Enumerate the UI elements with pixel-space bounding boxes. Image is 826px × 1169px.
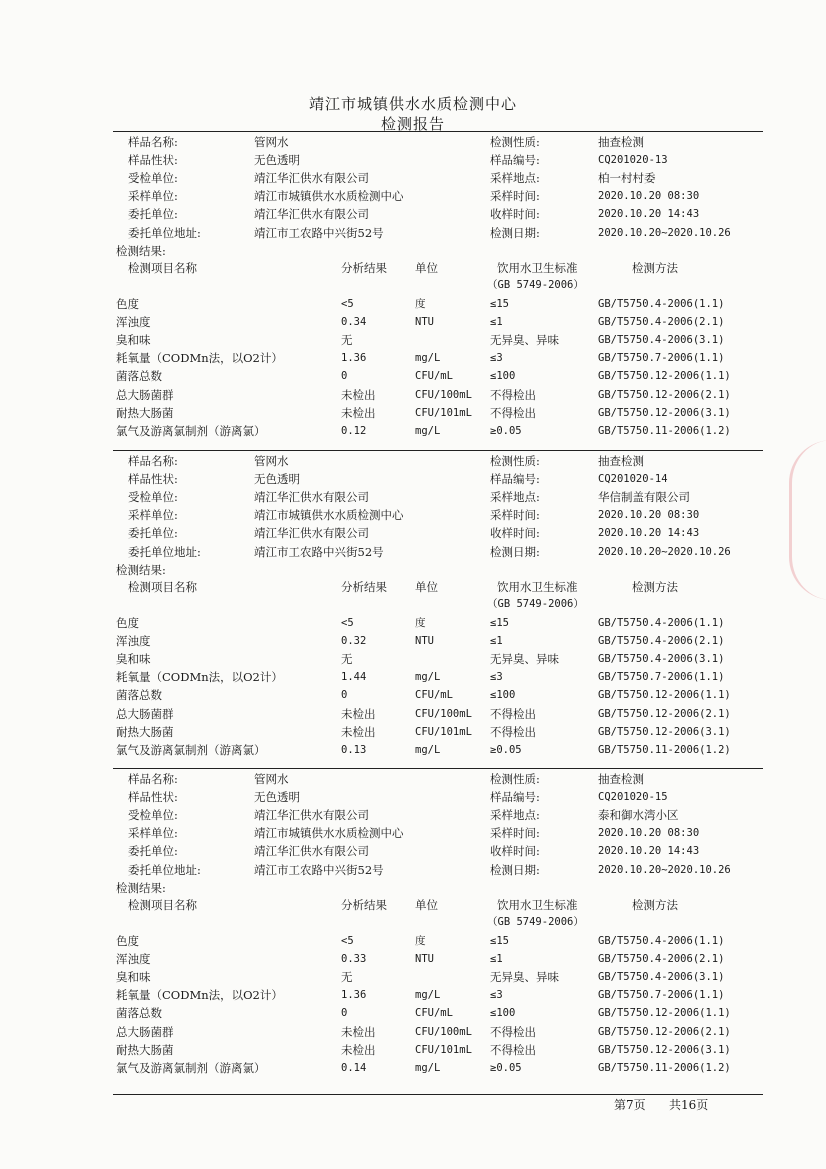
client-unit-label: 委托单位: (128, 844, 178, 859)
row-item: 耐热大肠菌 (116, 405, 174, 420)
row-result: 未检出 (341, 1042, 376, 1057)
receive-time-value: 2020.10.20 14:43 (598, 208, 700, 221)
row-unit: CFU/101mL (415, 725, 472, 738)
row-result: <5 (341, 616, 354, 629)
row-result: 0.13 (341, 744, 367, 756)
col-method-header: 检测方法 (632, 260, 678, 275)
row-item: 总大肠菌群 (116, 1024, 174, 1039)
sampling-time-label: 采样时间: (490, 508, 540, 523)
sample-state-value: 无色透明 (254, 472, 300, 487)
test-nature-label: 检测性质: (490, 135, 540, 149)
row-unit: 度 (415, 297, 426, 310)
inspected-unit-label: 受检单位: (128, 808, 178, 823)
client-address-value: 靖江市工农路中兴街52号 (254, 544, 384, 559)
test-date-label: 检测日期: (490, 225, 540, 240)
receive-time-value: 2020.10.20 14:43 (598, 845, 700, 858)
row-method: GB/T5750.4-2006(1.1) (598, 934, 725, 947)
row-method: GB/T5750.12-2006(2.1) (598, 388, 731, 401)
client-unit-value: 靖江华汇供水有限公司 (254, 844, 369, 859)
row-result: 未检出 (341, 706, 376, 721)
inspected-unit-value: 靖江华汇供水有限公司 (254, 490, 369, 505)
row-item: 浑浊度 (116, 633, 151, 648)
receive-time-value: 2020.10.20 14:43 (598, 527, 700, 540)
row-method: GB/T5750.12-2006(2.1) (598, 707, 731, 720)
inspected-unit-label: 受检单位: (128, 171, 178, 186)
sampling-site-label: 采样地点: (490, 490, 540, 505)
col-method-header: 检测方法 (632, 579, 678, 594)
row-result: 1.36 (341, 352, 367, 365)
row-result: 无 (341, 333, 353, 347)
test-nature-value: 抽查检测 (598, 454, 644, 468)
footer-rule (113, 1094, 763, 1095)
row-item: 氯气及游离氯制剂（游离氯） (116, 743, 266, 757)
row-method: GB/T5750.11-2006(1.2) (598, 1062, 731, 1074)
row-item: 总大肠菌群 (116, 706, 174, 721)
row-standard: 不得检出 (490, 387, 536, 402)
col-standard-header: 饮用水卫生标准 (497, 260, 578, 275)
client-address-value: 靖江市工农路中兴街52号 (254, 862, 384, 877)
results-label: 检测结果: (116, 562, 166, 577)
row-result: 0 (341, 689, 348, 702)
col-standard-header: 饮用水卫生标准 (497, 579, 578, 594)
client-address-value: 靖江市工农路中兴街52号 (254, 225, 384, 240)
row-method: GB/T5750.12-2006(3.1) (598, 725, 731, 738)
col-result-header: 分析结果 (341, 897, 387, 912)
row-method: GB/T5750.12-2006(1.1) (598, 689, 731, 702)
sample-state-label: 样品性状: (128, 153, 178, 168)
client-address-label: 委托单位地址: (128, 862, 201, 877)
sample-name-value: 管网水 (254, 135, 289, 149)
sample-name-label: 样品名称: (128, 772, 178, 786)
test-nature-value: 抽查检测 (598, 772, 644, 786)
row-method: GB/T5750.7-2006(1.1) (598, 352, 725, 365)
col-unit-header: 单位 (415, 579, 438, 594)
row-result: 0.12 (341, 425, 367, 437)
row-method: GB/T5750.4-2006(2.1) (598, 952, 725, 965)
sampling-unit-label: 采样单位: (128, 508, 178, 523)
row-unit: CFU/100mL (415, 388, 472, 401)
row-item: 总大肠菌群 (116, 387, 174, 402)
row-unit: CFU/100mL (415, 707, 472, 720)
report-title: 检测报告 (380, 115, 445, 133)
row-method: GB/T5750.4-2006(3.1) (598, 653, 725, 665)
row-standard: ≤3 (490, 352, 503, 365)
sampling-unit-label: 采样单位: (128, 189, 178, 204)
test-date-label: 检测日期: (490, 544, 540, 559)
row-unit: mg/L (415, 352, 441, 365)
row-standard: ≤1 (490, 634, 503, 647)
row-result: 1.44 (341, 671, 367, 684)
sampling-site-value: 泰和御水湾小区 (598, 808, 679, 823)
row-result: 未检出 (341, 724, 376, 739)
sampling-time-label: 采样时间: (490, 826, 540, 841)
sampling-time-label: 采样时间: (490, 189, 540, 204)
sample-state-value: 无色透明 (254, 153, 300, 168)
inspected-unit-value: 靖江华汇供水有限公司 (254, 171, 369, 186)
row-method: GB/T5750.7-2006(1.1) (598, 989, 725, 1002)
row-standard: 不得检出 (490, 724, 536, 739)
row-result: 无 (341, 652, 353, 666)
sample-no-label: 样品编号: (490, 472, 540, 487)
row-result: 1.36 (341, 989, 367, 1002)
row-standard: 不得检出 (490, 1042, 536, 1057)
row-unit: NTU (415, 315, 434, 328)
col-item-header: 检测项目名称 (128, 579, 197, 594)
row-standard: ≥0.05 (490, 425, 522, 437)
row-item: 菌落总数 (116, 369, 162, 384)
row-unit: mg/L (415, 989, 441, 1002)
sampling-site-label: 采样地点: (490, 808, 540, 823)
col-method-header: 检测方法 (632, 897, 678, 912)
sampling-site-value: 华信制盖有限公司 (598, 490, 690, 505)
sample-name-label: 样品名称: (128, 454, 178, 468)
sample-name-label: 样品名称: (128, 135, 178, 149)
client-unit-label: 委托单位: (128, 207, 178, 222)
test-date-value: 2020.10.20~2020.10.26 (598, 545, 731, 558)
row-method: GB/T5750.11-2006(1.2) (598, 744, 731, 756)
row-standard: 无异臭、异味 (490, 333, 559, 347)
row-item: 臭和味 (116, 970, 151, 984)
sample-state-label: 样品性状: (128, 790, 178, 805)
row-method: GB/T5750.4-2006(2.1) (598, 315, 725, 328)
row-unit: CFU/mL (415, 1007, 453, 1020)
test-nature-label: 检测性质: (490, 454, 540, 468)
row-item: 臭和味 (116, 652, 151, 666)
row-result: 未检出 (341, 1024, 376, 1039)
row-method: GB/T5750.12-2006(3.1) (598, 1043, 731, 1056)
row-result: 0.33 (341, 952, 367, 965)
row-result: <5 (341, 297, 354, 310)
row-unit: CFU/101mL (415, 1043, 472, 1056)
row-method: GB/T5750.12-2006(1.1) (598, 1007, 731, 1020)
row-item: 菌落总数 (116, 1006, 162, 1021)
row-method: GB/T5750.7-2006(1.1) (598, 671, 725, 684)
page-total: 共16页 (669, 1098, 709, 1112)
sampling-site-label: 采样地点: (490, 171, 540, 186)
row-unit: 度 (415, 934, 426, 947)
row-standard: 不得检出 (490, 405, 536, 420)
col-item-header: 检测项目名称 (128, 897, 197, 912)
results-label: 检测结果: (116, 880, 166, 895)
row-method: GB/T5750.4-2006(3.1) (598, 334, 725, 346)
row-standard: 无异臭、异味 (490, 970, 559, 984)
row-unit: CFU/mL (415, 370, 453, 383)
row-result: 0.14 (341, 1062, 367, 1074)
row-unit: mg/L (415, 1062, 441, 1074)
row-standard: ≤100 (490, 689, 516, 702)
sampling-unit-value: 靖江市城镇供水水质检测中心 (254, 508, 404, 523)
row-standard: ≥0.05 (490, 744, 522, 756)
section-rule (113, 131, 763, 132)
row-item: 耐热大肠菌 (116, 724, 174, 739)
test-date-value: 2020.10.20~2020.10.26 (598, 226, 731, 239)
row-standard: 无异臭、异味 (490, 652, 559, 666)
client-unit-value: 靖江华汇供水有限公司 (254, 207, 369, 222)
row-result: 0.34 (341, 315, 367, 328)
row-item: 臭和味 (116, 333, 151, 347)
row-method: GB/T5750.12-2006(2.1) (598, 1025, 731, 1038)
sampling-time-value: 2020.10.20 08:30 (598, 509, 700, 522)
row-standard: ≤1 (490, 315, 503, 328)
col-unit-header: 单位 (415, 260, 438, 275)
row-standard: 不得检出 (490, 1024, 536, 1039)
row-standard: ≤15 (490, 934, 509, 947)
row-unit: CFU/101mL (415, 406, 472, 419)
row-unit: NTU (415, 634, 434, 647)
client-unit-label: 委托单位: (128, 526, 178, 541)
client-address-label: 委托单位地址: (128, 544, 201, 559)
row-result: 未检出 (341, 387, 376, 402)
sample-state-value: 无色透明 (254, 790, 300, 805)
row-item: 耗氧量（CODMn法，以O2计） (116, 988, 283, 1003)
sample-no-label: 样品编号: (490, 153, 540, 168)
row-standard: ≤15 (490, 297, 509, 310)
row-standard: ≤3 (490, 671, 503, 684)
row-standard: ≤1 (490, 952, 503, 965)
receive-time-label: 收样时间: (490, 844, 540, 859)
col-standard-sub: （GB 5749-2006） (487, 915, 584, 928)
row-standard: ≥0.05 (490, 1062, 522, 1074)
row-standard: 不得检出 (490, 706, 536, 721)
row-unit: mg/L (415, 425, 441, 437)
row-unit: CFU/mL (415, 689, 453, 702)
row-item: 耗氧量（CODMn法，以O2计） (116, 670, 283, 685)
sampling-unit-value: 靖江市城镇供水水质检测中心 (254, 826, 404, 841)
org-title: 靖江市城镇供水水质检测中心 (308, 95, 517, 113)
sample-no-value: CQ201020-13 (598, 154, 668, 167)
sampling-time-value: 2020.10.20 08:30 (598, 190, 700, 203)
row-item: 氯气及游离氯制剂（游离氯） (116, 1061, 266, 1075)
col-unit-header: 单位 (415, 897, 438, 912)
row-standard: ≤15 (490, 616, 509, 629)
row-standard: ≤100 (490, 370, 516, 383)
row-method: GB/T5750.4-2006(3.1) (598, 971, 725, 983)
test-nature-value: 抽查检测 (598, 135, 644, 149)
results-label: 检测结果: (116, 243, 166, 258)
inspected-unit-label: 受检单位: (128, 490, 178, 505)
row-unit: mg/L (415, 671, 441, 684)
row-method: GB/T5750.11-2006(1.2) (598, 425, 731, 437)
sampling-unit-label: 采样单位: (128, 826, 178, 841)
row-method: GB/T5750.12-2006(3.1) (598, 406, 731, 419)
row-result: 0 (341, 370, 348, 383)
col-result-header: 分析结果 (341, 579, 387, 594)
client-address-label: 委托单位地址: (128, 225, 201, 240)
col-standard-header: 饮用水卫生标准 (497, 897, 578, 912)
row-result: 未检出 (341, 405, 376, 420)
row-method: GB/T5750.4-2006(2.1) (598, 634, 725, 647)
test-nature-label: 检测性质: (490, 772, 540, 786)
sample-name-value: 管网水 (254, 772, 289, 786)
col-result-header: 分析结果 (341, 260, 387, 275)
row-result: <5 (341, 934, 354, 947)
sample-no-value: CQ201020-14 (598, 473, 668, 486)
sampling-site-value: 柏一村村委 (598, 171, 656, 186)
sample-name-value: 管网水 (254, 454, 289, 468)
row-unit: NTU (415, 952, 434, 965)
row-unit: 度 (415, 616, 426, 629)
row-standard: ≤3 (490, 989, 503, 1002)
seal-stamp (789, 440, 826, 600)
sampling-time-value: 2020.10.20 08:30 (598, 827, 700, 840)
row-result: 无 (341, 970, 353, 984)
row-item: 浑浊度 (116, 314, 151, 329)
row-item: 菌落总数 (116, 688, 162, 703)
sample-no-label: 样品编号: (490, 790, 540, 805)
test-date-label: 检测日期: (490, 862, 540, 877)
section-rule (113, 768, 763, 769)
row-item: 耐热大肠菌 (116, 1042, 174, 1057)
row-item: 浑浊度 (116, 951, 151, 966)
row-method: GB/T5750.12-2006(1.1) (598, 370, 731, 383)
sample-state-label: 样品性状: (128, 472, 178, 487)
row-result: 0.32 (341, 634, 367, 647)
row-item: 色度 (116, 296, 139, 311)
section-rule (113, 450, 763, 451)
row-unit: CFU/100mL (415, 1025, 472, 1038)
sample-no-value: CQ201020-15 (598, 791, 668, 804)
row-method: GB/T5750.4-2006(1.1) (598, 297, 725, 310)
row-item: 色度 (116, 615, 139, 630)
receive-time-label: 收样时间: (490, 207, 540, 222)
sampling-unit-value: 靖江市城镇供水水质检测中心 (254, 189, 404, 204)
receive-time-label: 收样时间: (490, 526, 540, 541)
row-result: 0 (341, 1007, 348, 1020)
test-date-value: 2020.10.20~2020.10.26 (598, 863, 731, 876)
inspected-unit-value: 靖江华汇供水有限公司 (254, 808, 369, 823)
row-method: GB/T5750.4-2006(1.1) (598, 616, 725, 629)
col-standard-sub: （GB 5749-2006） (487, 597, 584, 610)
row-item: 色度 (116, 933, 139, 948)
row-item: 耗氧量（CODMn法，以O2计） (116, 351, 283, 366)
row-unit: mg/L (415, 744, 441, 756)
page-number: 第7页 (614, 1098, 646, 1112)
row-item: 氯气及游离氯制剂（游离氯） (116, 424, 266, 438)
col-item-header: 检测项目名称 (128, 260, 197, 275)
row-standard: ≤100 (490, 1007, 516, 1020)
client-unit-value: 靖江华汇供水有限公司 (254, 526, 369, 541)
col-standard-sub: （GB 5749-2006） (487, 278, 584, 291)
